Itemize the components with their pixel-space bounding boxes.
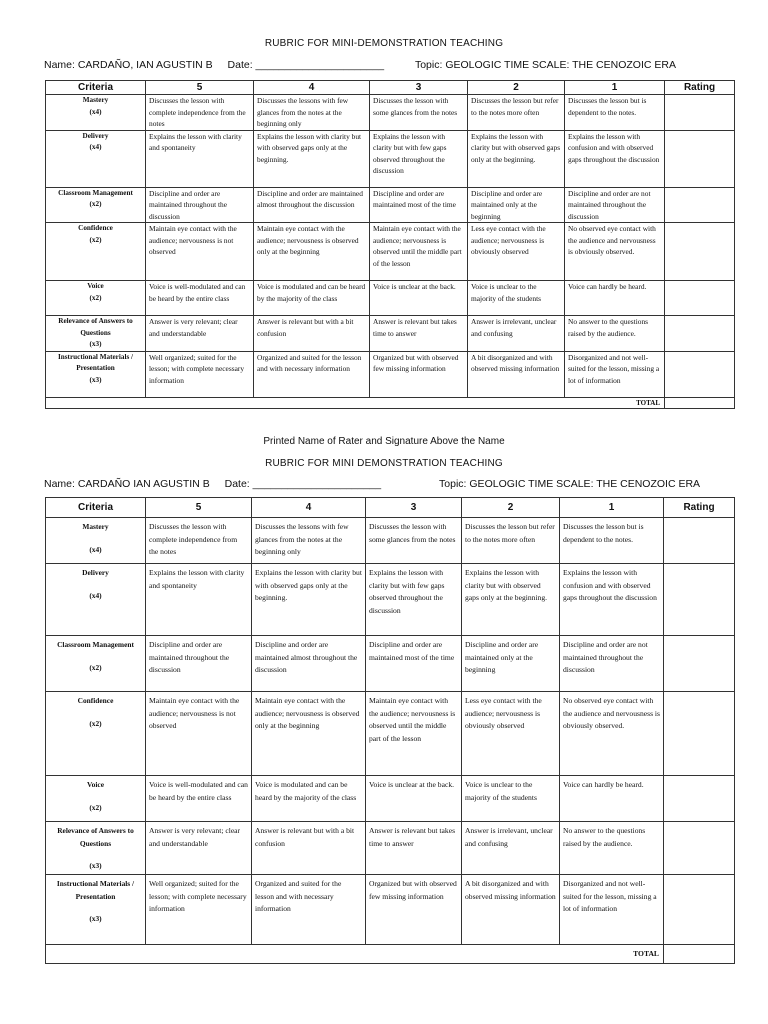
- criteria-weight: (x4): [89, 107, 102, 116]
- descriptor-score-1: No observed eye contact with the audience and nervousness is obviously observed.: [560, 692, 664, 776]
- descriptor-score-4: Explains the lesson with clarity but with observed gaps only at the beginning.: [254, 130, 370, 187]
- header-rating: Rating: [664, 498, 735, 518]
- rating-input-cell[interactable]: [665, 130, 735, 187]
- descriptor-score-3: Discipline and order are maintained most of the time: [366, 636, 462, 692]
- descriptor-score-4: Discusses the lessons with few glances from the notes at the beginning only: [252, 518, 366, 564]
- descriptor-score-4: Discusses the lessons with few glances from the notes at the beginning only: [254, 95, 370, 131]
- descriptor-score-5: Well organized; suited for the lesson; with complete necessary information: [146, 875, 252, 945]
- criteria-cell: [46, 223, 146, 281]
- descriptor-score-2: A bit disorganized and with observed missing information: [462, 875, 560, 945]
- criteria-name: Relevance of Answers to Questions: [58, 317, 133, 337]
- descriptor-score-5: Discusses the lesson with complete independence from the notes: [146, 95, 254, 131]
- criteria-cell: [46, 95, 146, 131]
- total-rating-cell[interactable]: [665, 397, 735, 408]
- descriptor-score-1: Explains the lesson with confusion and with observed gaps throughout the discussion: [565, 130, 665, 187]
- descriptor-score-4: Organized and suited for the lesson and with necessary information: [252, 875, 366, 945]
- descriptor-score-5: Voice is well-modulated and can be heard by the entire class: [146, 281, 254, 316]
- criteria-name: Instructional Materials / Presentation: [57, 352, 134, 372]
- total-rating-cell[interactable]: [664, 945, 735, 964]
- criteria-name: Classroom Management: [58, 188, 133, 197]
- descriptor-score-4: Organized and suited for the lesson and with necessary information: [254, 351, 370, 397]
- criteria-weight: (x3): [89, 375, 102, 384]
- criteria-cell: [46, 564, 146, 636]
- descriptor-score-2: Answer is irrelevant, unclear and confusing: [468, 316, 565, 352]
- rating-input-cell[interactable]: [664, 822, 735, 875]
- criteria-cell: [46, 875, 146, 945]
- descriptor-score-5: Discipline and order are maintained throughout the discussion: [146, 187, 254, 223]
- criteria-name: Classroom Management: [57, 640, 134, 649]
- criteria-cell: [46, 351, 146, 397]
- descriptor-score-2: Less eye contact with the audience; nervousness is obviously observed: [468, 223, 565, 281]
- descriptor-score-4: Answer is relevant but with a bit confusion: [252, 822, 366, 875]
- header-score-2: 2: [462, 498, 560, 518]
- descriptor-score-2: Discipline and order are maintained only at the beginning: [468, 187, 565, 223]
- criteria-name: Delivery: [82, 568, 109, 577]
- rubric-row-instructional-materials-presentation: [46, 351, 735, 397]
- rubric-row-delivery: [46, 130, 735, 187]
- header-score-2: 2: [468, 81, 565, 95]
- descriptor-score-1: Explains the lesson with confusion and with observed gaps throughout the discussion: [560, 564, 664, 636]
- descriptor-score-3: Voice is unclear at the back.: [366, 776, 462, 822]
- criteria-name: Mastery: [82, 96, 109, 104]
- total-row: [46, 945, 735, 964]
- header-score-1: 1: [560, 498, 664, 518]
- header-score-3: 3: [366, 498, 462, 518]
- header-criteria: Criteria: [46, 498, 146, 518]
- header-score-4: 4: [254, 81, 370, 95]
- descriptor-score-1: Disorganized and not well-suited for the lesson, missing a lot of information: [560, 875, 664, 945]
- rubric-row-voice: [46, 776, 735, 822]
- descriptor-score-3: Voice is unclear at the back.: [370, 281, 468, 316]
- descriptor-score-1: Discusses the lesson but is dependent to the notes.: [560, 518, 664, 564]
- descriptor-score-4: Maintain eye contact with the audience; nervousness is observed only at the beginning: [254, 223, 370, 281]
- rubric-row-confidence: [46, 223, 735, 281]
- descriptor-score-5: Explains the lesson with clarity and spontaneity: [146, 564, 252, 636]
- rubric-row-mastery: [46, 95, 735, 131]
- header-score-5: 5: [146, 81, 254, 95]
- header-score-5: 5: [146, 498, 252, 518]
- rubric-row-mastery: [46, 518, 735, 564]
- header-criteria: Criteria: [46, 81, 146, 95]
- rubric-row-classroom-management: [46, 187, 735, 223]
- descriptor-score-2: Less eye contact with the audience; nervousness is obviously observed: [462, 692, 560, 776]
- criteria-weight: (x3): [89, 914, 102, 924]
- descriptor-score-5: Well organized; suited for the lesson; with complete necessary information: [146, 351, 254, 397]
- criteria-name: Voice: [87, 780, 104, 789]
- criteria-cell: [46, 281, 146, 316]
- criteria-weight: (x2): [89, 200, 102, 208]
- descriptor-score-2: Explains the lesson with clarity but with observed gaps only at the beginning.: [462, 564, 560, 636]
- descriptor-score-5: Explains the lesson with clarity and spontaneity: [146, 130, 254, 187]
- rating-input-cell[interactable]: [665, 316, 735, 352]
- descriptor-score-5: Maintain eye contact with the audience; nervousness is not observed: [146, 223, 254, 281]
- rubric-row-classroom-management: [46, 636, 735, 692]
- criteria-name: Confidence: [77, 696, 114, 705]
- date-field-2: Date: ______________________: [224, 478, 382, 490]
- date-field-1: Date: ______________________: [227, 59, 385, 71]
- criteria-name: Delivery: [82, 131, 109, 140]
- descriptor-score-2: Discusses the lesson but refer to the notes more often: [462, 518, 560, 564]
- descriptor-score-3: Answer is relevant but takes time to answer: [370, 316, 468, 352]
- criteria-cell: [46, 130, 146, 187]
- descriptor-score-4: Discipline and order are maintained almost throughout the discussion: [252, 636, 366, 692]
- criteria-weight: (x2): [89, 235, 102, 244]
- descriptor-score-2: Voice is unclear to the majority of the students: [462, 776, 560, 822]
- descriptor-score-3: Maintain eye contact with the audience; nervousness is observed until the middle part of the lesson: [370, 223, 468, 281]
- descriptor-score-4: Maintain eye contact with the audience; nervousness is observed only at the beginning: [252, 692, 366, 776]
- rating-input-cell[interactable]: [664, 776, 735, 822]
- descriptor-score-3: Explains the lesson with clarity but with few gaps observed throughout the discussion: [366, 564, 462, 636]
- descriptor-score-3: Maintain eye contact with the audience; nervousness is observed until the middle part of the lesson: [366, 692, 462, 776]
- descriptor-score-3: Answer is relevant but takes time to answer: [366, 822, 462, 875]
- descriptor-score-1: Disorganized and not well-suited for the lesson, missing a lot of information: [565, 351, 665, 397]
- student-name-1: Name: CARDAÑO, IAN AGUSTIN B: [44, 59, 213, 71]
- student-info-1: [44, 59, 734, 71]
- criteria-name: Relevance of Answers to Questions: [57, 826, 134, 848]
- criteria-cell: [46, 316, 146, 352]
- descriptor-score-1: Discipline and order are not maintained throughout the discussion: [560, 636, 664, 692]
- criteria-cell: [46, 692, 146, 776]
- header-row: [46, 498, 735, 518]
- header-rating: Rating: [665, 81, 735, 95]
- criteria-weight: (x2): [89, 293, 102, 302]
- rating-input-cell[interactable]: [664, 875, 735, 945]
- descriptor-score-3: Discipline and order are maintained most of the time: [370, 187, 468, 223]
- descriptor-score-3: Organized but with observed few missing information: [370, 351, 468, 397]
- criteria-cell: [46, 518, 146, 564]
- descriptor-score-5: Maintain eye contact with the audience; nervousness is not observed: [146, 692, 252, 776]
- descriptor-score-5: Answer is very relevant; clear and understandable: [146, 822, 252, 875]
- rubric-title-2: RUBRIC FOR MINI DEMONSTRATION TEACHING: [265, 458, 503, 469]
- descriptor-score-1: Voice can hardly be heard.: [565, 281, 665, 316]
- criteria-name: Voice: [87, 282, 104, 290]
- descriptor-score-1: Discipline and order are not maintained throughout the discussion: [565, 187, 665, 223]
- descriptor-score-2: Answer is irrelevant, unclear and confusing: [462, 822, 560, 875]
- criteria-weight: (x3): [89, 861, 102, 871]
- criteria-name: Mastery: [82, 522, 109, 531]
- descriptor-score-4: Voice is modulated and can be heard by the majority of the class: [254, 281, 370, 316]
- descriptor-score-2: Voice is unclear to the majority of the students: [468, 281, 565, 316]
- topic-2: Topic: GEOLOGIC TIME SCALE: THE CENOZOIC ERA: [439, 478, 701, 490]
- rating-input-cell[interactable]: [664, 692, 735, 776]
- rating-input-cell[interactable]: [665, 95, 735, 131]
- rubric-title-1: RUBRIC FOR MINI-DEMONSTRATION TEACHING: [264, 38, 504, 49]
- criteria-weight: (x2): [89, 802, 102, 812]
- criteria-weight: (x4): [89, 544, 102, 554]
- descriptor-score-3: Explains the lesson with clarity but with few gaps observed throughout the discussion: [370, 130, 468, 187]
- descriptor-score-3: Organized but with observed few missing information: [366, 875, 462, 945]
- rater-signature-caption: Printed Name of Rater and Signature Above the Name: [263, 436, 505, 447]
- descriptor-score-4: Discipline and order are maintained almost throughout the discussion: [254, 187, 370, 223]
- descriptor-score-4: Answer is relevant but with a bit confusion: [254, 316, 370, 352]
- descriptor-score-4: Voice is modulated and can be heard by the majority of the class: [252, 776, 366, 822]
- descriptor-score-1: Voice can hardly be heard.: [560, 776, 664, 822]
- rubric-row-confidence: [46, 692, 735, 776]
- descriptor-score-2: Discipline and order are maintained only at the beginning: [462, 636, 560, 692]
- criteria-cell: [46, 776, 146, 822]
- descriptor-score-1: No answer to the questions raised by the audience.: [565, 316, 665, 352]
- total-label: TOTAL: [46, 945, 664, 964]
- header-score-3: 3: [370, 81, 468, 95]
- descriptor-score-5: Discipline and order are maintained throughout the discussion: [146, 636, 252, 692]
- descriptor-score-2: A bit disorganized and with observed missing information: [468, 351, 565, 397]
- student-name-2: Name: CARDAÑO IAN AGUSTIN B: [44, 478, 210, 490]
- descriptor-score-2: Explains the lesson with clarity but with observed gaps only at the beginning.: [468, 130, 565, 187]
- rating-input-cell[interactable]: [664, 636, 735, 692]
- descriptor-score-1: No answer to the questions raised by the audience.: [560, 822, 664, 875]
- rubric-row-voice: [46, 281, 735, 316]
- header-row: [46, 81, 735, 95]
- rating-input-cell[interactable]: [665, 187, 735, 223]
- descriptor-score-5: Discusses the lesson with complete independence from the notes: [146, 518, 252, 564]
- criteria-cell: [46, 822, 146, 875]
- descriptor-score-1: No observed eye contact with the audience and nervousness is obviously observed.: [565, 223, 665, 281]
- rating-input-cell[interactable]: [665, 223, 735, 281]
- criteria-weight: (x2): [89, 662, 102, 672]
- criteria-cell: [46, 187, 146, 223]
- descriptor-score-3: Discusses the lesson with some glances from the notes: [366, 518, 462, 564]
- descriptor-score-2: Discusses the lesson but refer to the notes more often: [468, 95, 565, 131]
- criteria-weight: (x2): [89, 718, 102, 728]
- rubric-row-relevance-of-answers-to-questions: [46, 316, 735, 352]
- criteria-weight: (x4): [89, 590, 102, 600]
- header-score-1: 1: [565, 81, 665, 95]
- rubric-table-2: [45, 497, 735, 964]
- descriptor-score-4: Explains the lesson with clarity but with observed gaps only at the beginning.: [252, 564, 366, 636]
- rubric-table-1: [45, 80, 735, 409]
- rating-input-cell[interactable]: [664, 564, 735, 636]
- total-row: [46, 397, 735, 408]
- descriptor-score-1: Discusses the lesson but is dependent to the notes.: [565, 95, 665, 131]
- rating-input-cell[interactable]: [665, 281, 735, 316]
- rating-input-cell[interactable]: [664, 518, 735, 564]
- criteria-name: Confidence: [78, 224, 113, 232]
- topic-1: Topic: GEOLOGIC TIME SCALE: THE CENOZOIC ERA: [414, 59, 676, 71]
- student-info-2: [44, 478, 734, 490]
- criteria-cell: [46, 636, 146, 692]
- criteria-weight: (x3): [89, 340, 102, 348]
- total-label: TOTAL: [46, 397, 665, 408]
- rating-input-cell[interactable]: [665, 351, 735, 397]
- criteria-name: Instructional Materials / Presentation: [56, 879, 135, 901]
- rubric-row-relevance-of-answers-to-questions: [46, 822, 735, 875]
- descriptor-score-3: Discusses the lesson with some glances from the notes: [370, 95, 468, 131]
- descriptor-score-5: Answer is very relevant; clear and understandable: [146, 316, 254, 352]
- descriptor-score-5: Voice is well-modulated and can be heard by the entire class: [146, 776, 252, 822]
- header-score-4: 4: [252, 498, 366, 518]
- rubric-row-delivery: [46, 564, 735, 636]
- rubric-row-instructional-materials-presentation: [46, 875, 735, 945]
- criteria-weight: (x4): [89, 143, 102, 151]
